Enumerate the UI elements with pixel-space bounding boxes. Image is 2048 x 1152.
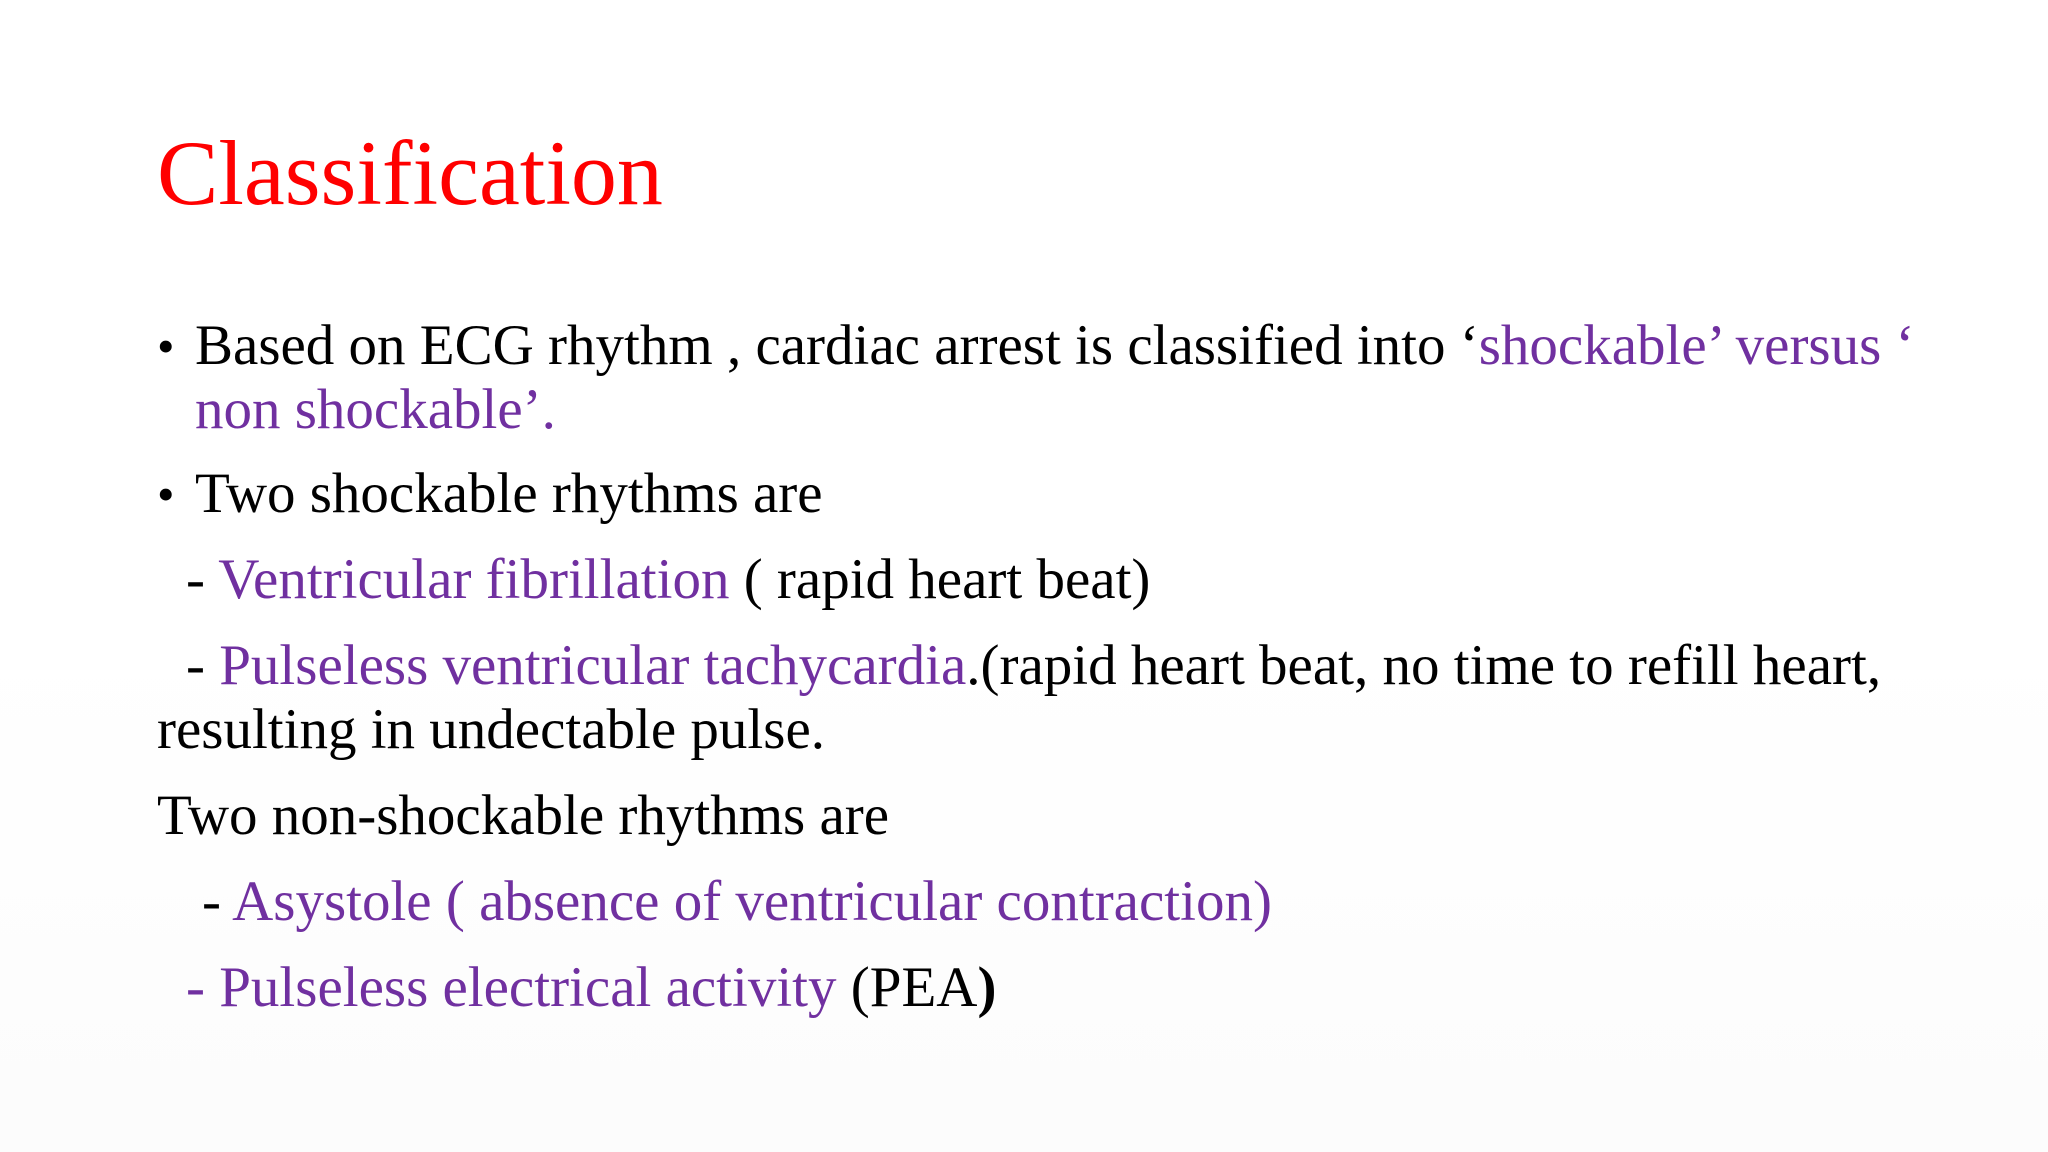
paragraph-non-shockable-rhythms: Two non-shockable rhythms are [157,784,890,847]
dash: - [202,870,233,933]
sub-item-asystole [202,870,1272,934]
sub-item-pulseless-vt [186,634,1881,698]
bullet-icon: • [157,318,175,374]
abbreviation: (PEA [836,956,978,1019]
term: - Pulseless electrical activity [186,956,837,1019]
description: ( rapid heart beat) [729,548,1151,611]
description: .(rapid heart beat, no time to refill heart, [966,634,1882,697]
bullet-ecg-classification-line2: non shockable’. [195,378,556,441]
term: Pulseless ventricular tachycardia [219,634,967,697]
sub-item-pulseless-vt-continued: resulting in undectable pulse. [157,698,825,761]
bullet-ecg-classification-line1 [195,314,1915,378]
dash: - [186,548,219,611]
text: Based on ECG rhythm , cardiac arrest is classified into ‘ [195,314,1479,377]
sub-item-pea [186,956,996,1020]
term: Ventricular fibrillation [218,548,730,611]
bullet-icon: • [157,466,175,522]
slide-title: Classification [157,122,663,224]
sub-item-ventricular-fibrillation [186,548,1150,612]
highlight-text: shockable’ versus ‘ [1478,314,1915,377]
term: Asystole ( absence of ventricular contraction) [232,870,1272,933]
bullet-shockable-rhythms: Two shockable rhythms are [195,462,823,525]
dash: - [186,634,220,697]
closing-paren: ) [977,956,997,1019]
